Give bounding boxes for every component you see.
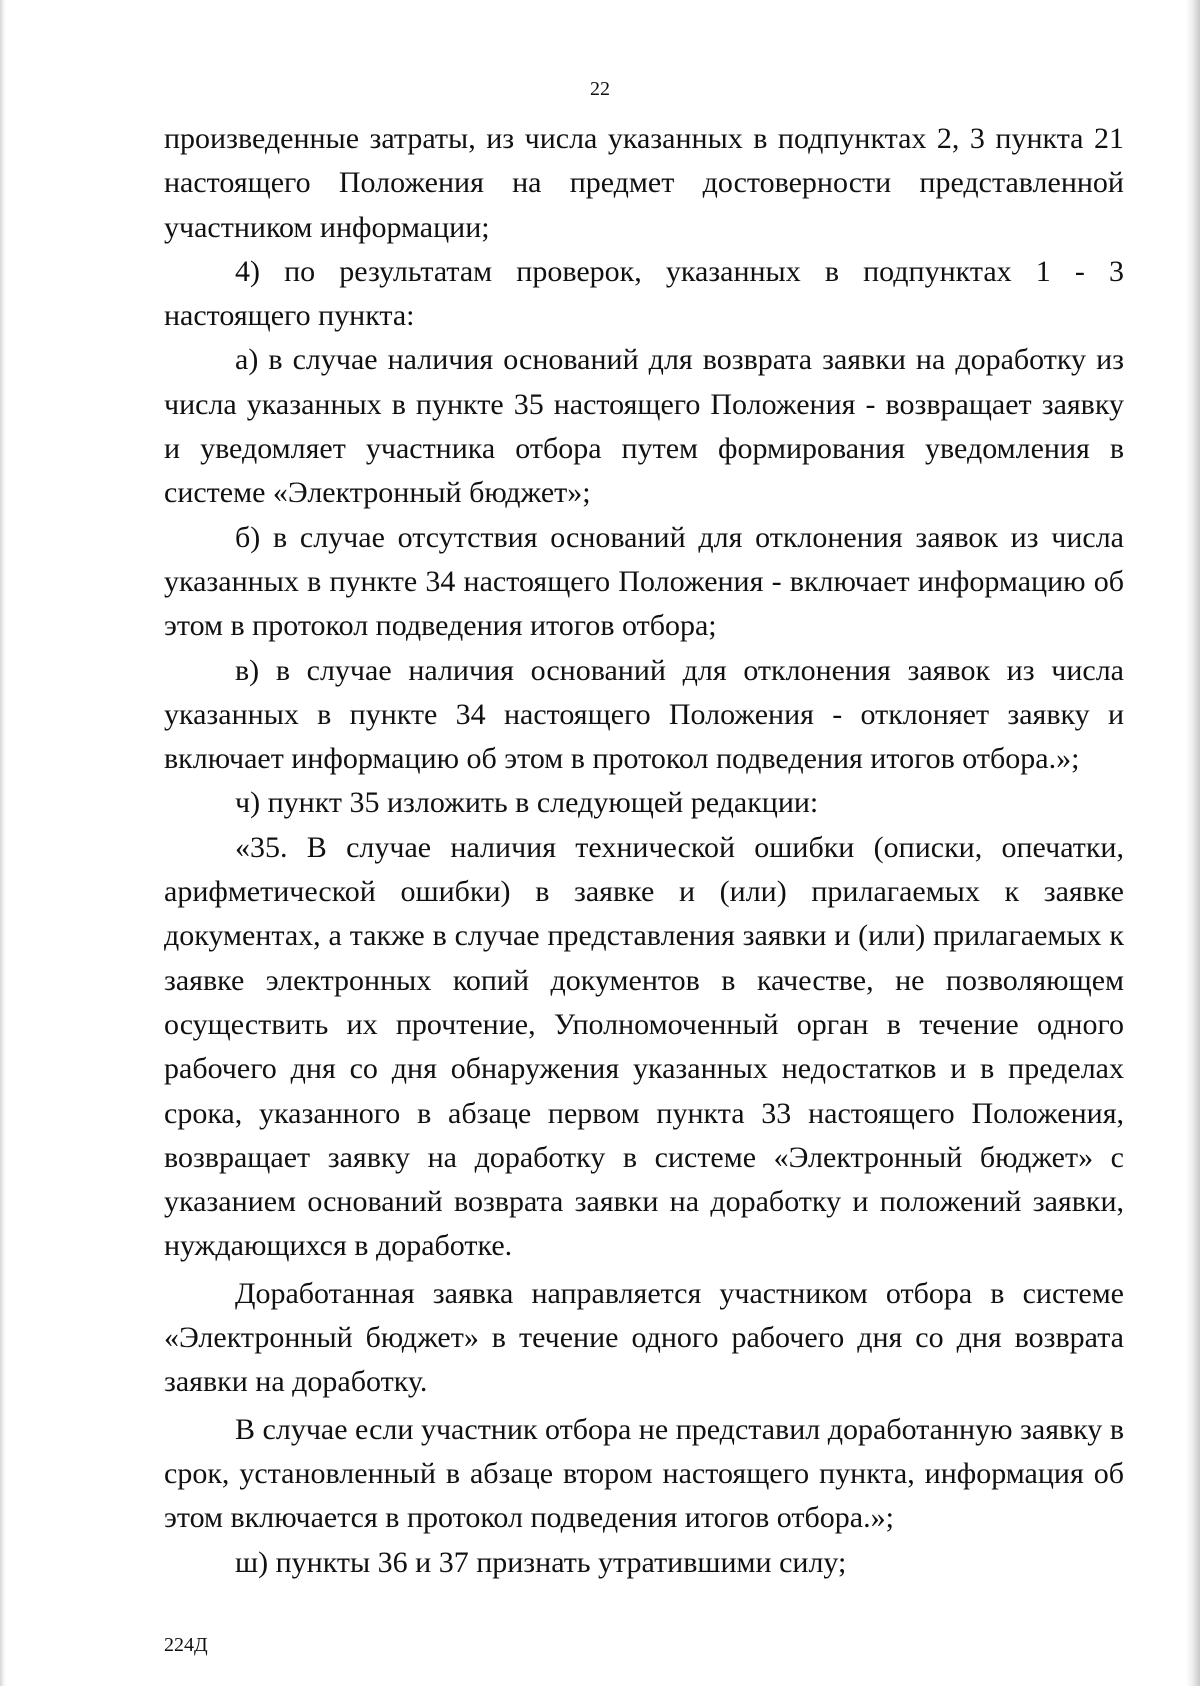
scan-edge-right	[1186, 0, 1200, 1686]
paragraph: ш) пункты 36 и 37 признать утратившими силу;	[235, 1545, 847, 1579]
scan-edge-left	[0, 0, 6, 1686]
paragraph: 4) по результатам проверок, указанных в подпунктах 1 - 3 настоящего пункта:	[164, 254, 1124, 333]
paragraph: Доработанная заявка направляется участником отбора в системе «Электронный бюджет» в течение одного рабочего дня со дня возврата заявки на доработку.	[164, 1276, 1124, 1399]
paragraph: б) в случае отсутствия оснований для отклонения заявок из числа указанных в пункте 34 настоящего Положения - включает информацию об этом в протокол подведения итогов отбора;	[164, 520, 1124, 643]
paragraph: «35. В случае наличия технической ошибки (описки, опечатки, арифметической ошибки) в заявке и (или) прилагаемых к заявке документах, а также в случае представления заявки и (или) прилагаемых к заявке электронных копий документов в качестве, не позволяющем осуществить их прочтение, Уполномоченный орган в течение одного рабочего дня со дня обнаружения указанных недостатков и в пределах срока, указанного в абзаце первом пункта 33 настоящего Положения, возвращает заявку на доработку в системе «Электронный бюджет» с указанием оснований возврата заявки на доработку и положений заявки, нуждающихся в доработке.	[164, 830, 1124, 1263]
paragraph: произведенные затраты, из числа указанных в подпунктах 2, 3 пункта 21 настоящего Положения на предмет достоверности представленной участником информации;	[164, 122, 1124, 244]
document-body	[164, 117, 1124, 1585]
paragraph: а) в случае наличия оснований для возврата заявки на доработку из числа указанных в пункте 35 настоящего Положения - возвращает заявку и уведомляет участника отбора путем формирования уведомления в системе «Электронный бюджет»;	[164, 343, 1124, 510]
paragraph: ч) пункт 35 изложить в следующей редакции:	[235, 786, 819, 820]
page-number: 22	[590, 78, 610, 100]
paragraph: в) в случае наличия оснований для отклонения заявок из числа указанных в пункте 34 настоящего Положения - отклоняет заявку и включает информацию об этом в протокол подведения итогов отбора.»;	[164, 653, 1124, 776]
paragraph: В случае если участник отбора не представил доработанную заявку в срок, установленный в абзаце втором настоящего пункта, информация об этом включается в протокол подведения итогов отбора.»;	[164, 1412, 1124, 1535]
document-code: 224Д	[164, 1634, 208, 1656]
